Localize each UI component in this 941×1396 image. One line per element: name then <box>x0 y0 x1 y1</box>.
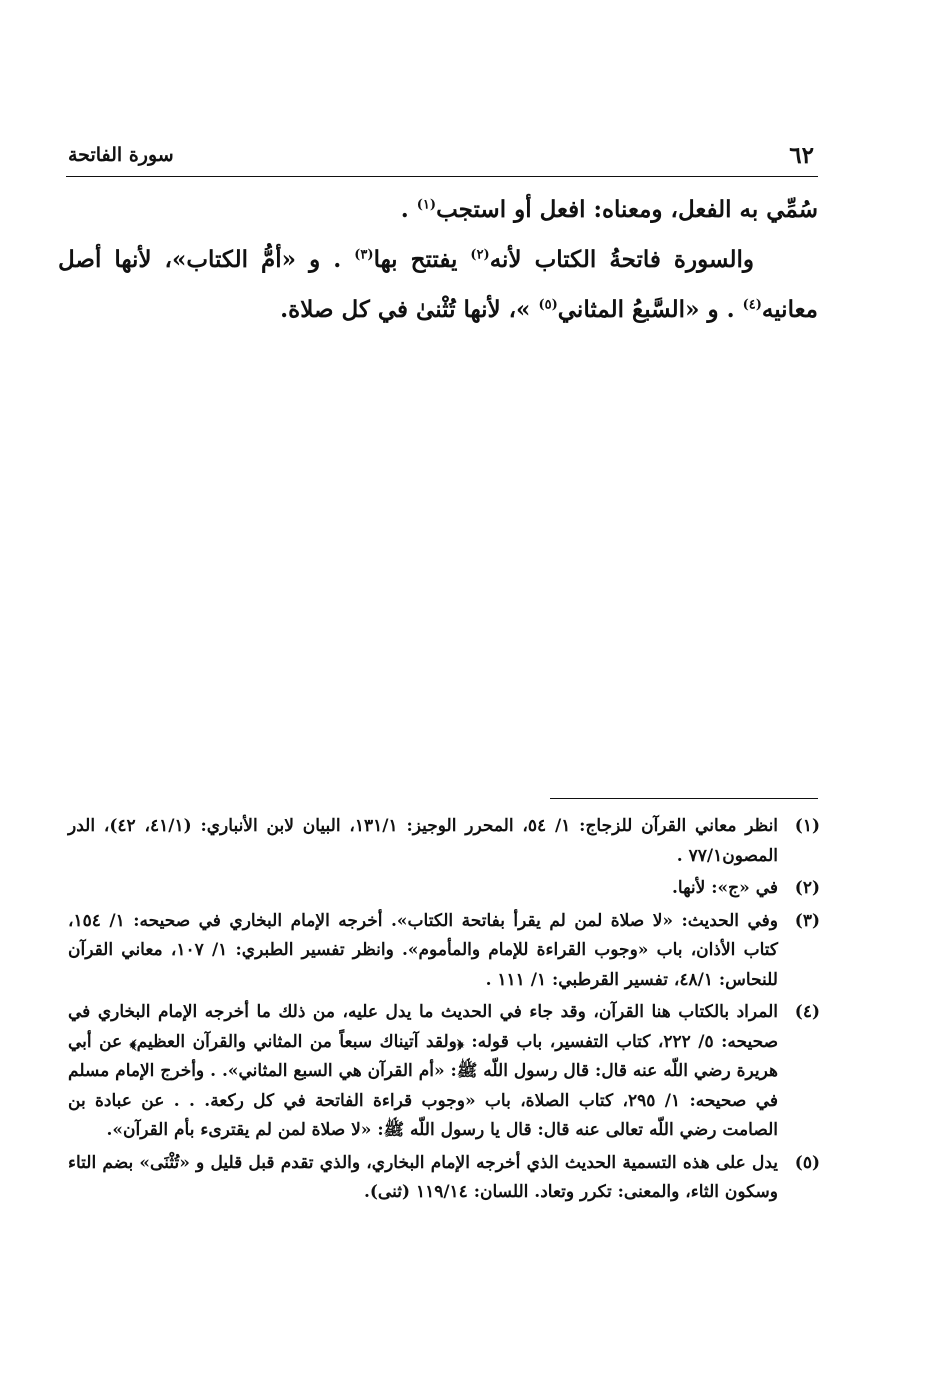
footnote-number: (٥) <box>794 1152 820 1173</box>
page-header <box>66 140 818 177</box>
page-number: ٦٢ <box>789 142 814 169</box>
footnote-marker[interactable]: (٤) <box>742 297 762 313</box>
footnote-text: في «ج»: لأنها. <box>672 878 778 898</box>
footnote-item <box>68 998 820 1146</box>
footnote-item <box>68 1149 820 1208</box>
footnote-number: (٤) <box>794 1002 820 1022</box>
footnote-divider <box>550 798 818 799</box>
paragraph-2 <box>58 235 818 335</box>
running-title: سورة الفاتحة <box>68 144 174 166</box>
footnote-marker[interactable]: (٥) <box>538 297 558 313</box>
footnote-number: (١) <box>794 816 820 836</box>
footnote-item <box>68 812 820 871</box>
text-run: . و «السَّبعُ المثاني <box>557 296 743 323</box>
paragraph-1 <box>58 185 818 235</box>
footnote-text: انظر معاني القرآن للزجاج: ١/ ٥٤، المحرر الوجيز: ١٣١/١، البيان لابن الأنباري: (٤١/١، ٤٢)، الدر المصون٧٧/١ . <box>68 816 779 866</box>
text-run: »، لأنها تُثْنىٰ في كل صلاة. <box>280 296 539 323</box>
footnote-item <box>68 907 820 996</box>
footnote-marker[interactable]: (١) <box>416 197 437 213</box>
text-run: . و «أمُّ الكتاب»، لأنها أصل معانيه <box>58 246 818 323</box>
main-text <box>58 185 818 335</box>
footnote-number: (٢) <box>794 878 820 898</box>
footnote-text: وفي الحديث: «لا صلاة لمن لم يقرأ بفاتحة الكتاب». أخرجه الإمام البخاري في صحيحه: ١/ ١٥٤، كتاب الأذان، باب «وجوب القراءة للإمام والمأموم». وانظر تفسير الطبري: ١/ ١٠٧، معاني القرآن للنحاس: ٤٨/١، تفسير القرطبي: ١/ ١١١ . <box>68 910 778 990</box>
footnote-marker[interactable]: (٣) <box>354 247 374 263</box>
text-run: . <box>400 196 417 223</box>
footnote-item <box>68 874 820 904</box>
footnote-text: المراد بالكتاب هنا القرآن، وقد جاء في الحديث ما يدل عليه، من ذلك ما أخرجه الإمام البخاري في صحيحه: ٥/ ٢٢٢، كتاب التفسير، باب قوله: ﴿ولقد آتيناك سبعاً من المثاني والقرآن العظيم﴾ عن أبي هريرة رضي اللّه عنه قال: قال رسول اللّه ﷺ: «أم القرآن هي السبع المثاني». . وأخرج الإمام مسلم في صحيحه: ١/ ٢٩٥، كتاب الصلاة، باب «وجوب قراءة الفاتحة في كل ركعة. . . عن عبادة بن الصامت رضي اللّه تعالى عنه قال: قال يا رسول اللّه ﷺ: «لا صلاة لمن لم يقترىء بأم القرآن». <box>68 1002 779 1140</box>
footnote-marker[interactable]: (٢) <box>470 247 490 263</box>
text-run: والسورة فاتحةُ الكتاب لأنه <box>489 246 754 273</box>
footnotes-section <box>68 812 820 1211</box>
text-run: سُمِّي به الفعل، ومعناه: افعل أو استجب <box>436 196 818 223</box>
footnote-number: (٣) <box>794 910 820 931</box>
text-run: يفتتح بها <box>373 246 471 273</box>
footnote-text: يدل على هذه التسمية الحديث الذي أخرجه الإمام البخاري، والذي تقدم قبل قليل و «تُثْنَى» بضم التاء وسكون الثاء، والمعنى: تكرر وتعاد. اللسان: ١١٩/١٤ (ثنى). <box>68 1152 778 1202</box>
